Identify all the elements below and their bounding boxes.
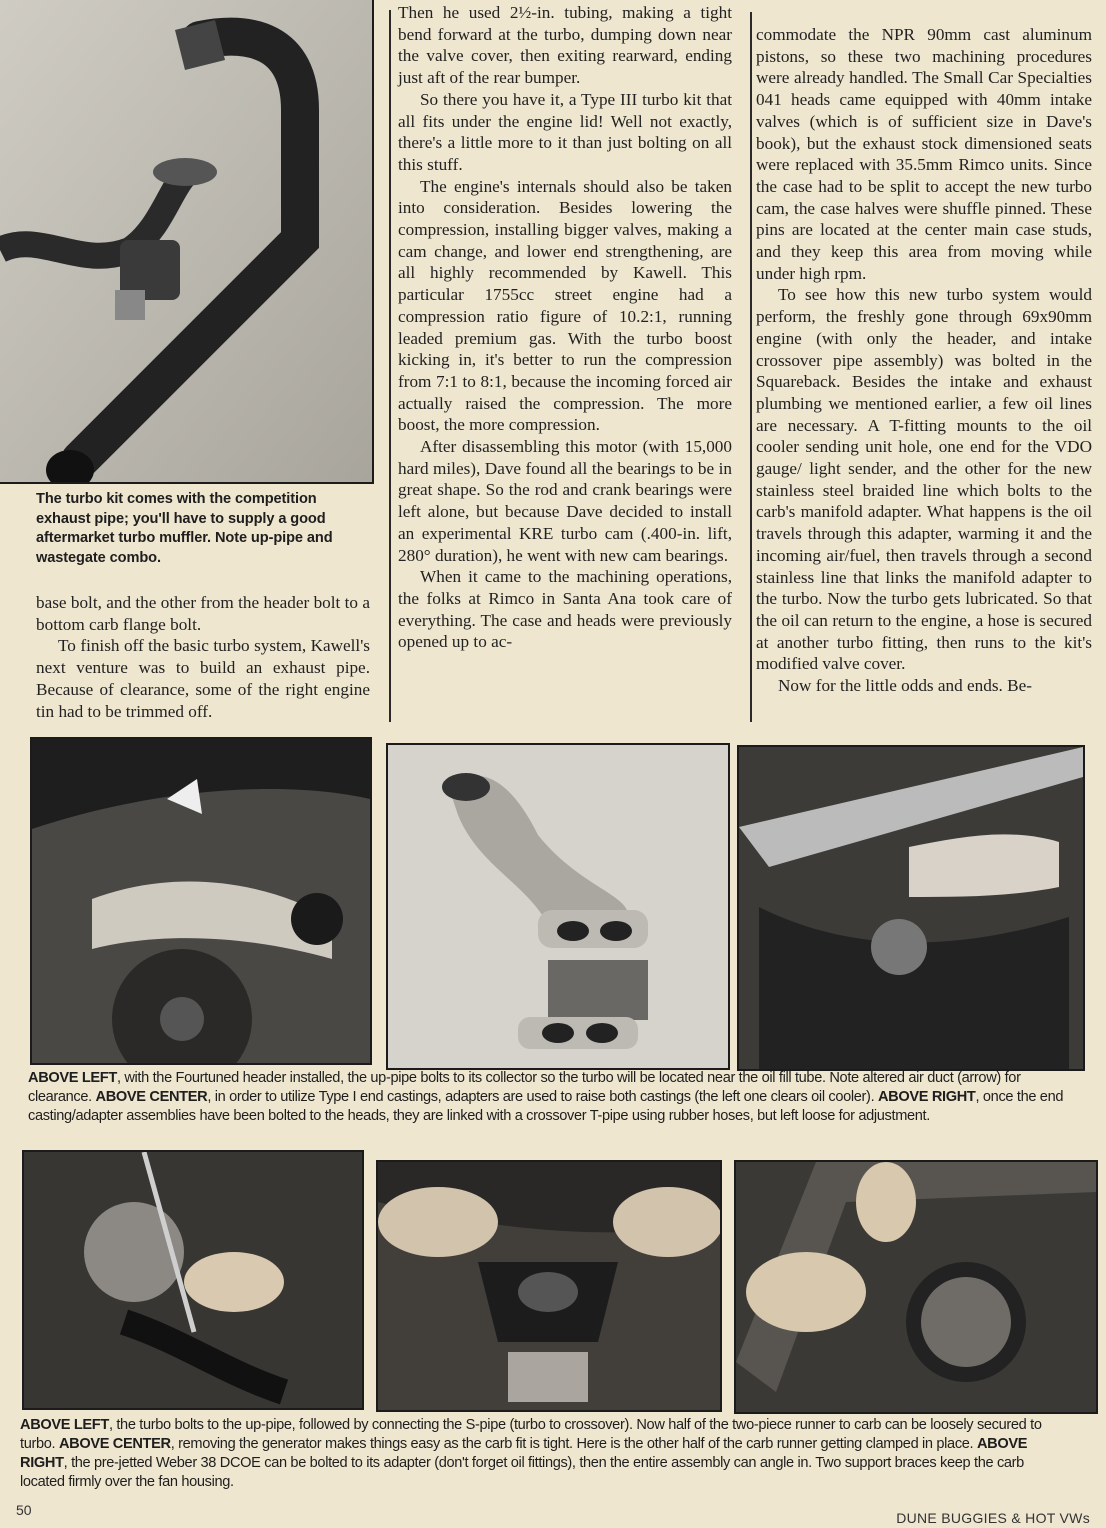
paragraph: Now for the little odds and ends. Be- [778, 676, 1032, 696]
top-photo-caption: The turbo kit comes with the competition exhaust pipe; you'll have to supply a good aftermarket turbo muffler. Note up-pipe and wastegate combo. [36, 491, 333, 566]
caption-lead: ABOVE RIGHT [877, 1089, 976, 1105]
paragraph: commodate the NPR 90mm cast aluminum pistons, so these two machining procedures were already handled. The Small Car Specialties 041 heads came equipped with 40mm intake valves (which is of sufficient size in Dave's book), but the exhaust stock dimensioned seats were replaced with 35.5mm Rimco units. Since the case had to be split to accept the new turbo cam, the case halves were shuffle pinned. These pins are located at the center main case studs, and they keep this area from moving while under high rpm. [756, 25, 1092, 283]
photo-weber-carb [734, 1160, 1098, 1414]
photo-carb-runner [376, 1160, 722, 1412]
end-castings-image [388, 745, 728, 1068]
caption-text: , the turbo bolts to the up-pipe, followed by connecting the S-pipe (turbo to crossover). Now half of the two-piece runner to carb can be loosely secured to turbo. [20, 1417, 1042, 1452]
caption-row-1 [28, 1069, 1073, 1126]
paragraph: To finish off the basic turbo system, Kawell's next venture was to build an exhaust pipe. Because of clearance, some of the right engine tin had to be trimmed off. [36, 636, 370, 721]
carb-runner-image [378, 1162, 720, 1410]
caption-text: , the pre-jetted Weber 38 DCOE can be bolted to its adapter (don't forget oil fittings), then the entire assembly can angle in. Two support braces keep the carb located firmly over the fan housing. [20, 1455, 1024, 1490]
page-number: 50 [16, 1502, 32, 1518]
column-divider [389, 10, 391, 722]
column-divider [750, 12, 752, 722]
paragraph: To see how this new turbo system would perform, the freshly gone through 69x90mm engine (with only the header, and intake crossover pipe assembly) was bolted in the Squareback. Besides the intake and exhaust plumbing we mentioned earlier, a few oil lines are necessary. A T-fitting mounts to the oil cooler sending unit hole, one end for the VDO gauge/ light sender, and the other for the new stainless steel braided line which bolts to the carb's manifold adapter. What happens is the oil travels through this adapter, warming it and the incoming air/fuel, then travels through a second stainless line that links the manifold adapter to the turbo. Now the turbo gets lubricated. So that the oil can return to the engine, a hose is secured at another turbo fitting, then runs to the kit's modified valve cover. [756, 285, 1092, 674]
photo-turbo-up-pipe [22, 1150, 364, 1410]
paragraph: After disassembling this motor (with 15,000 hard miles), Dave found all the bearings to be in great shape. So the rod and crank bearings were left alone, but because Dave decided to install an experimental KRE turbo cam (.400-in. lift, 280° duration), he went with new cam bearings. [398, 437, 732, 565]
caption-text: , once the end casting/adapter assemblies have been bolted to the heads, they are linked with a crossover T-pipe using rubber hoses, but left loose for adjustment. [28, 1089, 1064, 1124]
photo-turbo-kit [0, 0, 374, 484]
paragraph: base bolt, and the other from the header bolt to a bottom carb flange bolt. [36, 593, 370, 634]
photo-end-castings [386, 743, 730, 1070]
caption-lead: ABOVE LEFT [28, 1070, 117, 1086]
caption-text: , removing the generator makes things easy as the carb fit is tight. Here is the other half of the carb runner getting clamped in place. [170, 1436, 977, 1452]
caption-lead: ABOVE RIGHT [20, 1436, 1028, 1471]
caption-text: , with the Fourtuned header installed, the up-pipe bolts to its collector so the turbo will be located near the oil fill tube. Note altered air duct (arrow) for clearance. [28, 1070, 1021, 1105]
caption-row-2 [20, 1416, 1065, 1492]
article-column-1 [36, 592, 370, 722]
photo-crossover-pipe [737, 745, 1085, 1071]
caption-lead: ABOVE LEFT [20, 1417, 109, 1433]
article-column-2 [398, 2, 732, 653]
photo-header-installed [30, 737, 372, 1065]
crossover-pipe-image [739, 747, 1083, 1069]
paragraph: Then he used 2½-in. tubing, making a tight bend forward at the turbo, dumping down near the valve cover, then exiting rearward, ending just aft of the rear bumper. [398, 3, 732, 88]
magazine-name: DUNE BUGGIES & HOT VWs [896, 1510, 1090, 1526]
paragraph: The engine's internals should also be taken into consideration. Besides lowering the compression, installing bigger valves, making a cam change, and lower end strengthening, are all highly recommended by Kawell. This particular 1755cc street engine had a compression ratio figure of 10.2:1, running leaded premium gas. With the turbo boost kicking in, it's better to run the compression from 7:1 to 8:1, because the incoming forced air actually raised the compression. The more boost, the more compression. [398, 176, 732, 435]
caption-text: , in order to utilize Type I end castings, adapters are used to raise both castings (the left one clears oil cooler). [207, 1089, 878, 1105]
weber-carb-image [736, 1162, 1096, 1412]
engine-header-image [32, 739, 370, 1063]
caption-lead: ABOVE CENTER [95, 1089, 208, 1105]
paragraph: When it came to the machining operations, the folks at Rimco in Santa Ana took care of everything. The case and heads were previously opened up to ac- [398, 567, 732, 652]
article-column-3 [756, 24, 1092, 697]
paragraph: So there you have it, a Type III turbo kit that all fits under the engine lid! Well not exactly, there's a little more to it than just bolting on all this stuff. [398, 89, 732, 174]
turbo-kit-image [0, 0, 372, 482]
turbo-up-pipe-image [24, 1152, 362, 1408]
caption-lead: ABOVE CENTER [58, 1436, 171, 1452]
